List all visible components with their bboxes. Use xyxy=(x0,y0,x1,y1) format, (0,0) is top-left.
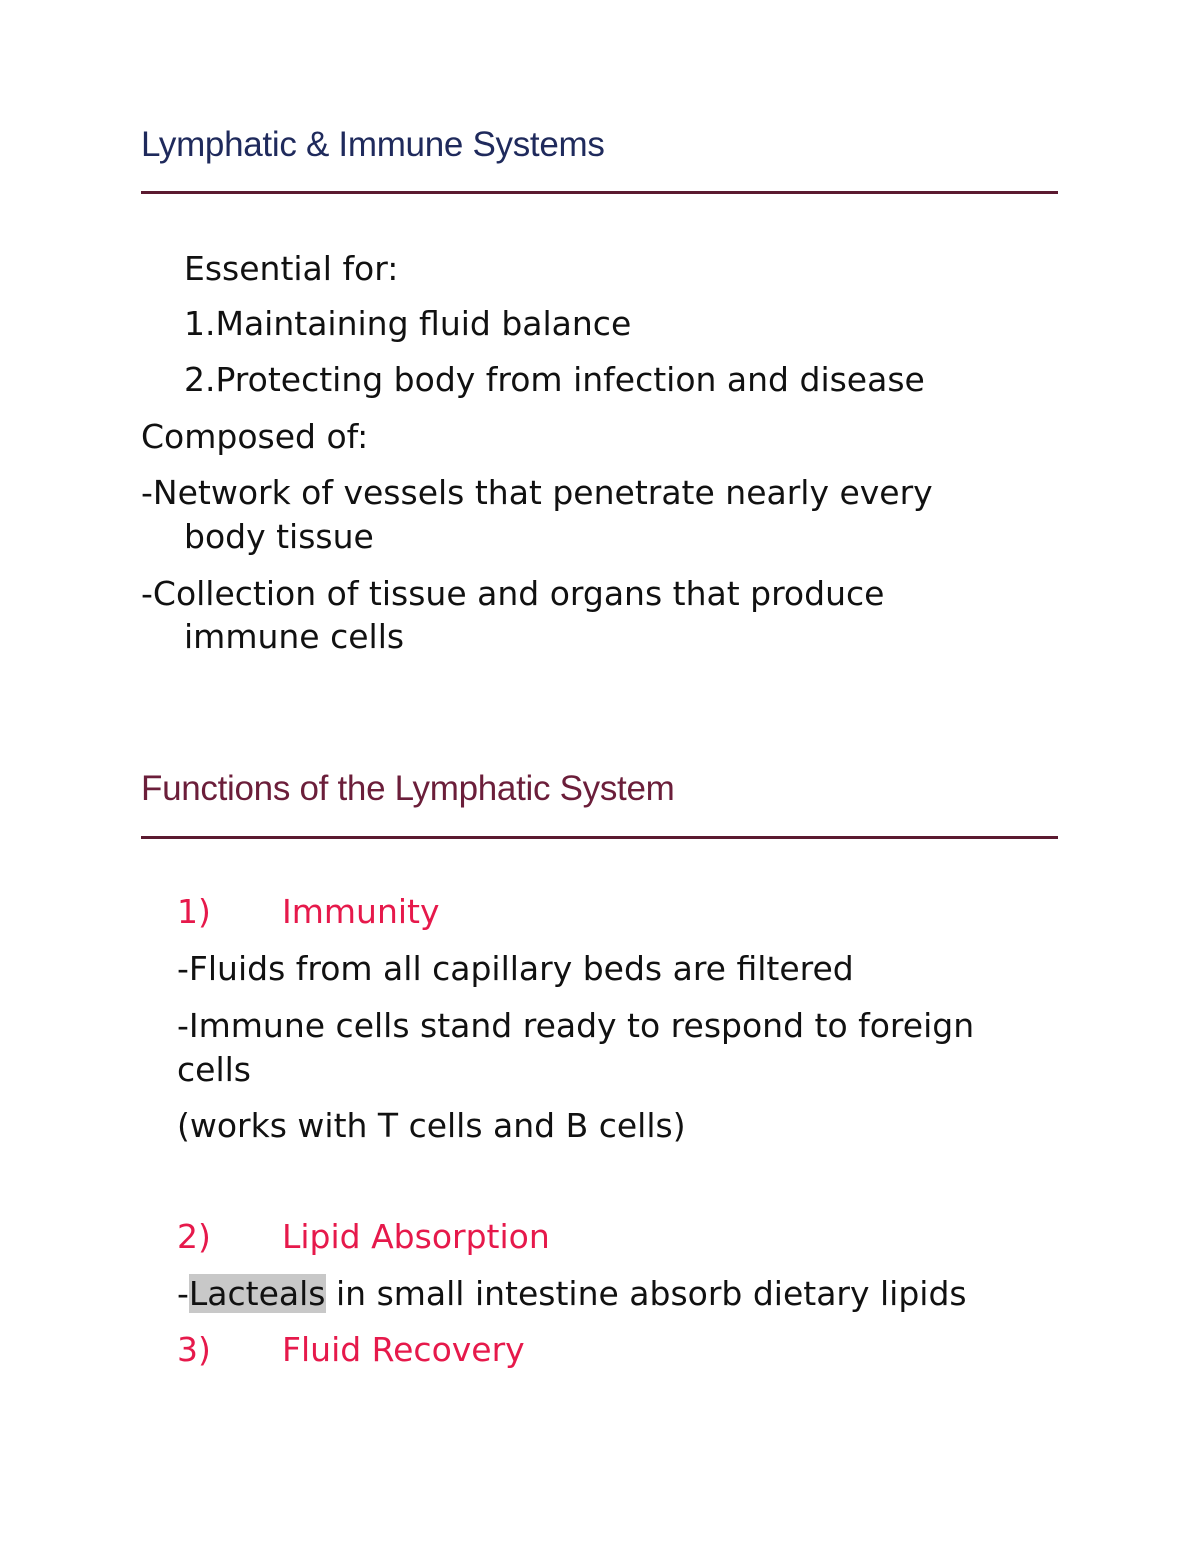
essential-label: Essential for: xyxy=(184,249,399,288)
composed-label: Composed of: xyxy=(141,417,369,456)
essential-item-1: 1.Maintaining fluid balance xyxy=(184,304,632,343)
function-1-line-3: cells xyxy=(177,1050,251,1089)
composed-item-2-line1: -Collection of tissue and organs that produce xyxy=(141,574,885,613)
composed-item-2-line2: immune cells xyxy=(184,617,405,656)
function-1-number: 1) xyxy=(177,892,211,931)
function-3-number: 3) xyxy=(177,1330,211,1369)
function-3-name: Fluid Recovery xyxy=(282,1330,525,1369)
heading-rule xyxy=(141,836,1058,839)
function-2-prefix: - xyxy=(177,1274,189,1313)
composed-item-1-line2: body tissue xyxy=(184,517,374,556)
highlighted-term-lacteals: Lacteals xyxy=(188,1274,326,1313)
function-1-name: Immunity xyxy=(282,892,440,931)
function-2-line-1 xyxy=(177,1274,967,1313)
function-1-line-4: (works with T cells and B cells) xyxy=(177,1106,686,1145)
heading-rule xyxy=(141,191,1058,194)
function-2-suffix: in small intestine absorb dietary lipids xyxy=(325,1274,967,1313)
section-title-functions: Functions of the Lymphatic System xyxy=(141,769,675,808)
composed-item-1-line1: -Network of vessels that penetrate nearly every xyxy=(141,473,933,512)
function-2-name: Lipid Absorption xyxy=(282,1217,550,1256)
section-title-lymphatic-immune: Lymphatic & Immune Systems xyxy=(141,125,605,164)
function-1-line-2: -Immune cells stand ready to respond to foreign xyxy=(177,1006,975,1045)
essential-item-2: 2.Protecting body from infection and disease xyxy=(184,360,925,399)
function-2-number: 2) xyxy=(177,1217,211,1256)
function-1-line-1: -Fluids from all capillary beds are filtered xyxy=(177,949,854,988)
